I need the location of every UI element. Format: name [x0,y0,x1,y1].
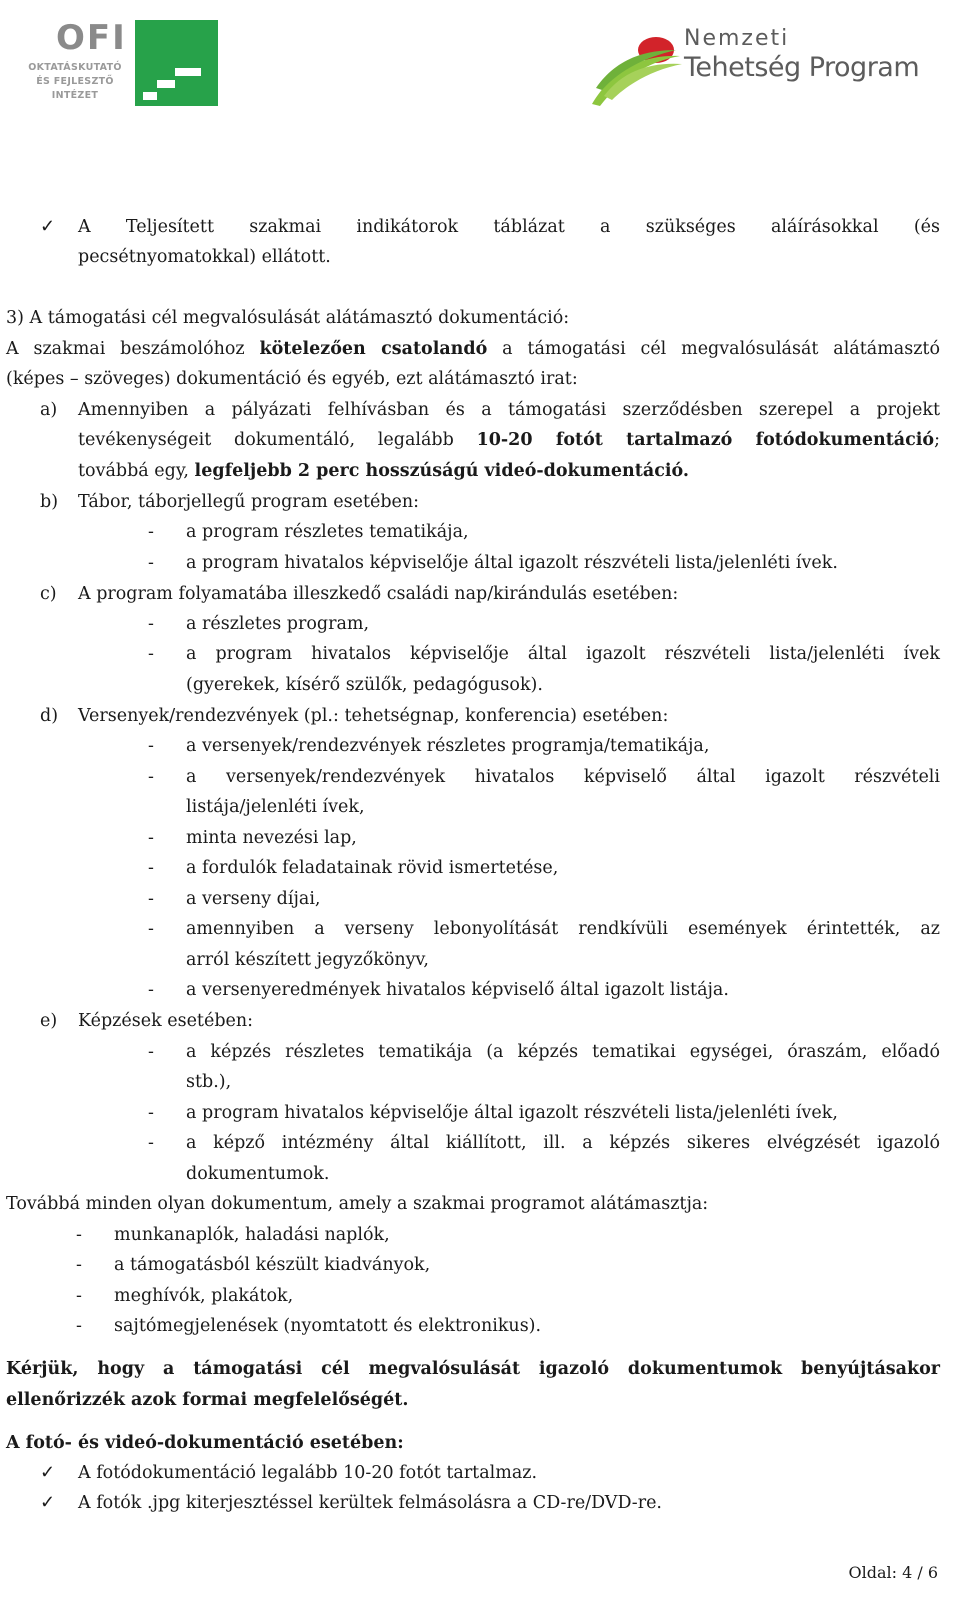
item-d-bullet6-line2: arról készített jegyzőkönyv, [186,950,429,970]
further-intro: Továbbá minden olyan dokumentum, amely a szakmai programot alátámasztja: [6,1194,709,1214]
item-c-bullet1: a részletes program, [186,614,370,634]
item-c-bullet2-line2: (gyerekek, kísérő szülők, pedagógusok). [186,675,543,695]
ofi-dash-1 [175,68,201,76]
top-check-line2: pecsétnyomatokkal) ellátott. [78,247,331,267]
intro-text-post: a támogatási cél megvalósulását alátámasztó [487,339,940,359]
ofi-logo [20,12,230,112]
item-d-bullet3: minta nevezési lap, [186,828,357,848]
dash: - [148,614,154,634]
item-d-bullet7: a versenyeredmények hivatalos képviselő által igazolt listája. [186,980,729,1000]
dash: - [76,1316,82,1336]
page-header [0,0,960,130]
further-bullet1: munkanaplók, haladási naplók, [114,1225,390,1245]
item-a-bold-video: legfeljebb 2 perc hosszúságú videó-dokumentáció. [194,461,689,481]
item-e-bullet2: a program hivatalos képviselője által igazolt részvételi lista/jelenléti ívek, [186,1103,838,1123]
request-line2: ellenőrizzék azok formai megfelelőségét. [6,1390,409,1410]
page-number: Oldal: 4 / 6 [848,1563,938,1582]
item-a-line3 [78,459,689,483]
ofi-abbr: OFI [56,18,127,58]
dash: - [148,522,154,542]
request-line1: Kérjük, hogy a támogatási cél megvalósulását igazoló dokumentumok benyújtásakor [6,1359,940,1379]
item-e-bullet3-line2: dokumentumok. [186,1164,330,1184]
further-bullet2: a támogatásból készült kiadványok, [114,1255,431,1275]
further-bullet3: meghívók, plakátok, [114,1286,294,1306]
check-icon: ✓ [40,1492,56,1513]
intro-text-pre: A szakmai beszámolóhoz [6,339,260,359]
ntp-name-line2: Tehetség Program [684,52,920,83]
photo-check1: A fotódokumentáció legalább 10-20 fotót tartalmaz. [78,1463,538,1483]
ntp-logo [590,22,940,112]
item-a-text-pre: tevékenységeit dokumentáló, legalább [78,430,477,450]
check-icon: ✓ [40,216,56,237]
section3-heading: 3) A támogatási cél megvalósulását alátámasztó dokumentáció: [6,308,570,328]
ntp-name-line1: Nemzeti [684,26,790,51]
ofi-dash-3 [143,92,157,100]
intro-bold: kötelezően csatolandó [259,339,488,359]
item-b-title: Tábor, táborjellegű program esetében: [78,492,420,512]
dash: - [148,767,154,787]
item-e-bullet1-line1: a képzés részletes tematikája (a képzés tematikai egységei, óraszám, előadó [186,1042,940,1062]
item-b-label: b) [40,492,59,512]
ofi-line2: ÉS FEJLESZTŐ [36,76,114,87]
item-b-bullet2: a program hivatalos képviselője által igazolt részvételi lista/jelenléti ívek. [186,553,838,573]
dash: - [148,980,154,1000]
dash: - [148,736,154,756]
photo-check2: A fotók .jpg kiterjesztéssel kerültek felmásolásra a CD-re/DVD-re. [78,1493,662,1513]
dash: - [148,1042,154,1062]
section3-intro-line1 [6,337,940,361]
item-d-label: d) [40,706,59,726]
item-c-bullet2-line1: a program hivatalos képviselője által igazolt részvételi lista/jelenléti ívek [186,644,940,664]
further-bullet4: sajtómegjelenések (nyomtatott és elektronikus). [114,1316,542,1336]
dash: - [148,889,154,909]
ofi-line1: OKTATÁSKUTATÓ [28,62,122,73]
item-d-bullet1: a versenyek/rendezvények részletes programja/tematikája, [186,736,710,756]
photo-heading: A fotó- és videó-dokumentáció esetében: [6,1433,404,1453]
item-a-line2 [78,428,940,452]
dash: - [148,828,154,848]
dash: - [148,644,154,664]
ofi-logo-text [20,12,130,112]
dash: - [148,919,154,939]
ofi-line3: INTÉZET [51,90,99,101]
item-a-bold-photo: 10-20 fotót tartalmazó fotódokumentáció [476,430,935,450]
item-d-bullet5: a verseny díjai, [186,889,321,909]
check-icon: ✓ [40,1462,56,1483]
item-d-bullet4: a fordulók feladatainak rövid ismertetése, [186,858,559,878]
dash: - [76,1225,82,1245]
item-d-bullet2-line1: a versenyek/rendezvények hivatalos képviselő által igazolt részvételi [186,767,940,787]
item-e-bullet3-line1: a képző intézmény által kiállított, ill. a képzés sikeres elvégzését igazoló [186,1133,940,1153]
item-a-text-post: ; [934,430,940,450]
item-b-bullet1: a program részletes tematikája, [186,522,469,542]
item-c-title: A program folyamatába illeszkedő családi nap/kirándulás esetében: [78,584,679,604]
item-e-title: Képzések esetében: [78,1011,254,1031]
dash: - [148,1133,154,1153]
item-e-label: e) [40,1011,58,1031]
item-c-label: c) [40,584,57,604]
dash: - [148,858,154,878]
top-check-line1: A Teljesített szakmai indikátorok táblázat a szükséges aláírásokkal (és [78,217,940,237]
dash: - [76,1286,82,1306]
dash: - [148,1103,154,1123]
item-d-bullet2-line2: listája/jelenléti ívek, [186,797,365,817]
item-a-label: a) [40,400,58,420]
item-a-text-pre2: továbbá egy, [78,461,195,481]
item-d-bullet6-line1: amennyiben a verseny lebonyolítását rendkívüli események érintették, az [186,919,940,939]
item-d-title: Versenyek/rendezvények (pl.: tehetségnap, konferencia) esetében: [78,706,669,726]
dash: - [148,553,154,573]
ntp-swoosh-icon [590,28,685,108]
ofi-green-square [135,20,218,106]
dash: - [76,1255,82,1275]
item-a-line1: Amennyiben a pályázati felhívásban és a támogatási szerződésben szerepel a projekt [78,400,940,420]
section3-intro-line2: (képes – szöveges) dokumentáció és egyéb, ezt alátámasztó irat: [6,369,578,389]
item-e-bullet1-line2: stb.), [186,1072,232,1092]
ofi-dash-2 [157,80,175,88]
